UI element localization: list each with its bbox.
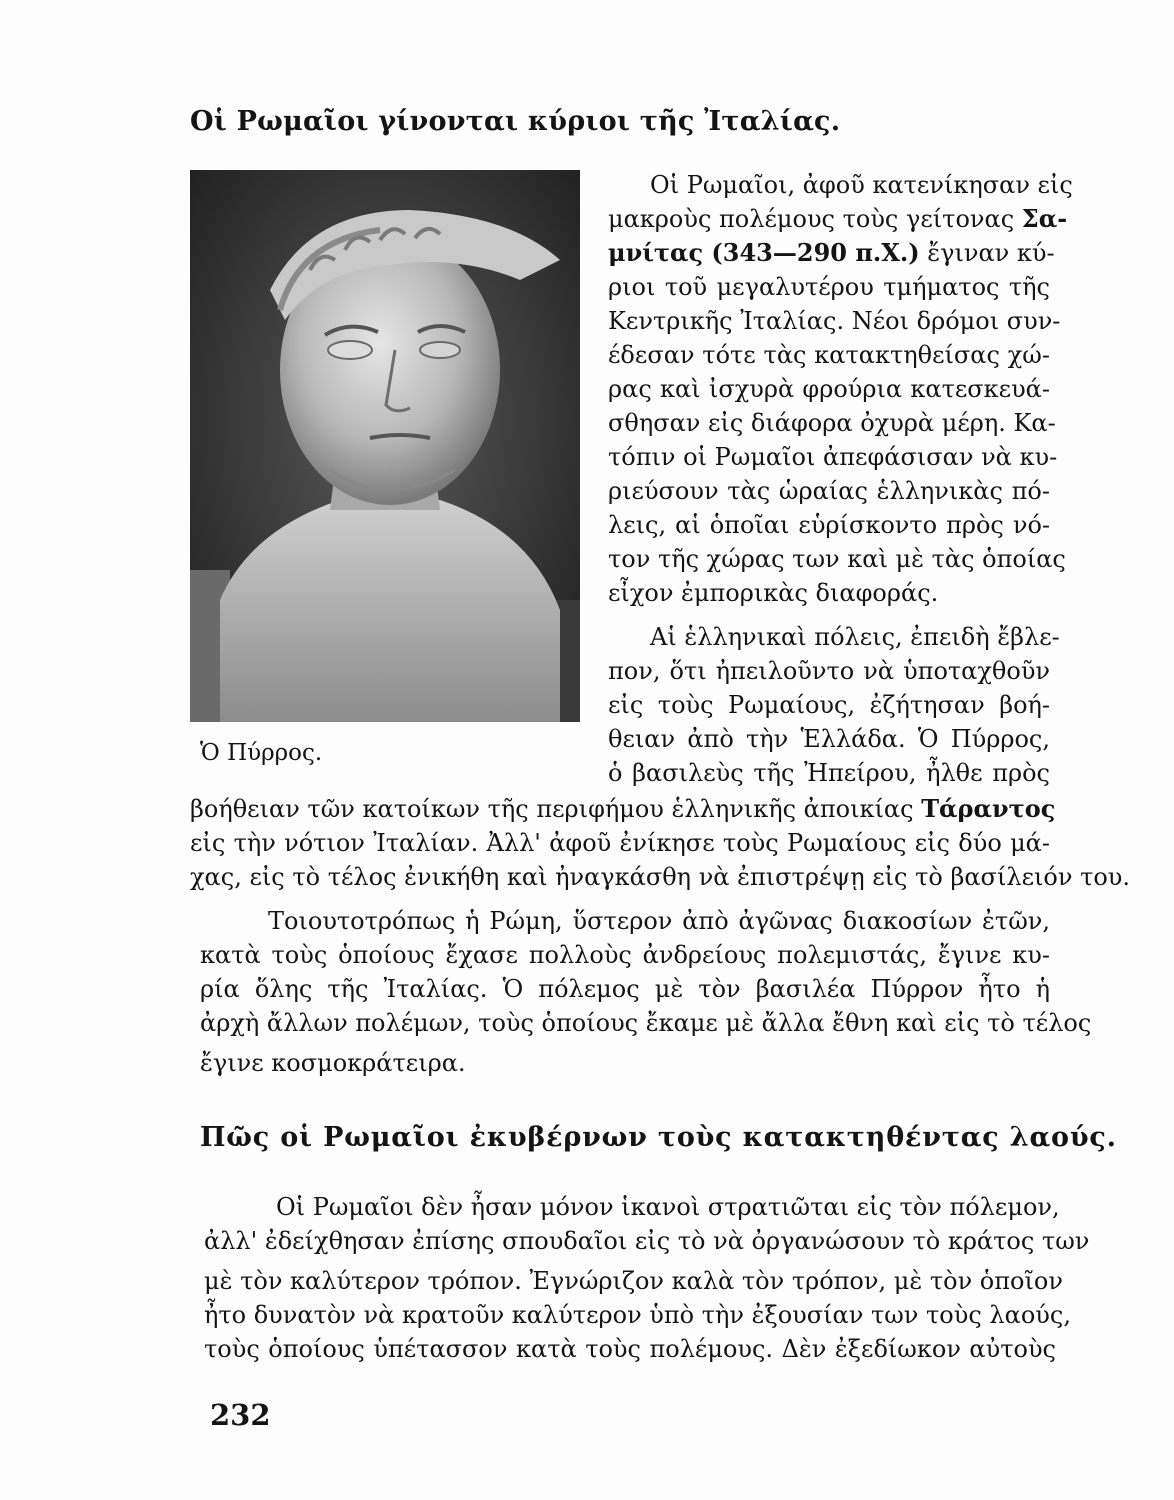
text-line: κατὰ τοὺς ὁποίους ἔχασε πολλοὺς ἀνδρείους πολεμιστάς, ἔγινε κυ- bbox=[200, 941, 1050, 969]
bold-date-range: (343—290 π.Χ.) bbox=[711, 238, 920, 267]
text-line: ρας καὶ ἰσχυρὰ φρούρια κατεσκευά- bbox=[608, 375, 1050, 403]
text-line: ἀλλ' ἐδείχθησαν ἐπίσης σπουδαῖοι εἰς τὸ νὰ ὀργανώσουν τὸ κράτος των bbox=[204, 1227, 1090, 1255]
text-line: ὁ βασιλεὺς τῆς Ἠπείρου, ἦλθε πρὸς bbox=[608, 759, 1050, 787]
text-fragment: ἔγιναν κύ- bbox=[919, 239, 1055, 267]
pyrrhus-portrait-image bbox=[190, 170, 580, 722]
bold-term-samnites-cont: μνίτας bbox=[608, 238, 712, 267]
bold-term-tarentum: Τάραντος bbox=[921, 794, 1056, 823]
text-line: ριεύσουν τὰς ὡραίας ἑλληνικὰς πό- bbox=[608, 477, 1050, 505]
text-line: ἦτο δυνατὸν νὰ κρατοῦν καλύτερον ὑπὸ τὴν ἐξουσίαν των τοὺς λαούς, bbox=[204, 1301, 1071, 1329]
text-line: τον τῆς χώρας των καὶ μὲ τὰς ὁποίας bbox=[608, 545, 1066, 573]
text-line: Τοιουτοτρόπως ἡ Ρώμη, ὕστερον ἀπὸ ἀγῶνας διακοσίων ἐτῶν, bbox=[268, 907, 1050, 935]
text-line: τόπιν οἱ Ρωμαῖοι ἀπεφάσισαν νὰ κυ- bbox=[608, 443, 1058, 471]
text-line bbox=[608, 202, 1068, 236]
bold-term-samnites: Σα- bbox=[1021, 204, 1068, 233]
text-fragment: μακροὺς πολέμους τοὺς γείτονας bbox=[608, 205, 1022, 233]
text-line: εἶχον ἐμπορικὰς διαφοράς. bbox=[608, 579, 939, 607]
text-fragment: βοήθειαν τῶν κατοίκων τῆς περιφήμου ἑλληνικῆς ἀποικίας bbox=[190, 795, 922, 823]
section-heading-roman-governance: Πῶς οἱ Ρωμαῖοι ἐκυβέρνων τοὺς κατακτηθέντας λαούς. bbox=[200, 1122, 1117, 1153]
text-line: Οἱ Ρωμαῖοι δὲν ἦσαν μόνον ἱκανοὶ στρατιῶται εἰς τὸν πόλεμον, bbox=[276, 1193, 1060, 1221]
page-number: 232 bbox=[210, 1398, 271, 1432]
text-line: ἀρχὴ ἄλλων πολέμων, τοὺς ὁποίους ἔκαμε μὲ ἄλλα ἔθνη καὶ εἰς τὸ τέλος bbox=[200, 1009, 1092, 1037]
section-heading-romans-masters-of-italy: Οἱ Ρωμαῖοι γίνονται κύριοι τῆς Ἰταλίας. bbox=[190, 106, 841, 137]
text-line: θειαν ἀπὸ τὴν Ἑλλάδα. Ὁ Πύρρος, bbox=[608, 725, 1050, 753]
text-line: χας, εἰς τὸ τέλος ἐνικήθη καὶ ἠναγκάσθη νὰ ἐπιστρέψῃ εἰς τὸ βασίλειόν του. bbox=[190, 863, 1131, 891]
text-line: ἔγινε κοσμοκράτειρα. bbox=[200, 1049, 466, 1077]
text-line: ριοι τοῦ μεγαλυτέρου τμήματος τῆς bbox=[608, 273, 1050, 301]
text-line: τοὺς ὁποίους ὑπέτασσον κατὰ τοὺς πολέμους. Δὲν ἐξεδίωκον αὐτοὺς bbox=[204, 1335, 1056, 1363]
text-line: Κεντρικῆς Ἰταλίας. Νέοι δρόμοι συν- bbox=[608, 307, 1061, 335]
text-line: σθησαν εἰς διάφορα ὀχυρὰ μέρη. Κα- bbox=[608, 409, 1056, 437]
text-line: μὲ τὸν καλύτερον τρόπον. Ἐγνώριζον καλὰ τὸν τρόπον, μὲ τὸν ὁποῖον bbox=[204, 1267, 1063, 1295]
text-line: λεις, αἱ ὁποῖαι εὑρίσκοντο πρὸς νό- bbox=[608, 511, 1050, 539]
portrait-caption: Ὁ Πύρρος. bbox=[200, 740, 323, 766]
text-line: πον, ὅτι ἠπειλοῦντο νὰ ὑποταχθοῦν bbox=[608, 657, 1050, 685]
text-line: εἰς τοὺς Ρωμαίους, ἐζήτησαν βοή- bbox=[608, 691, 1050, 719]
text-line bbox=[190, 792, 1056, 826]
text-line: Αἱ ἑλληνικαὶ πόλεις, ἐπειδὴ ἔβλε- bbox=[650, 623, 1060, 651]
text-line: ρία ὅλης τῆς Ἰταλίας. Ὁ πόλεμος μὲ τὸν βασιλέα Πύρρον ἦτο ἡ bbox=[200, 975, 1050, 1003]
text-line: έδεσαν τότε τὰς κατακτηθείσας χώ- bbox=[608, 341, 1050, 369]
text-line: Οἱ Ρωμαῖοι, ἀφοῦ κατενίκησαν εἰς bbox=[650, 171, 1073, 199]
text-line bbox=[608, 236, 1055, 270]
text-line: εἰς τὴν νότιον Ἰταλίαν. Ἀλλ' ἀφοῦ ἐνίκησε τοὺς Ρωμαίους εἰς δύο μά- bbox=[190, 829, 1050, 857]
pyrrhus-bust-icon bbox=[190, 170, 580, 722]
